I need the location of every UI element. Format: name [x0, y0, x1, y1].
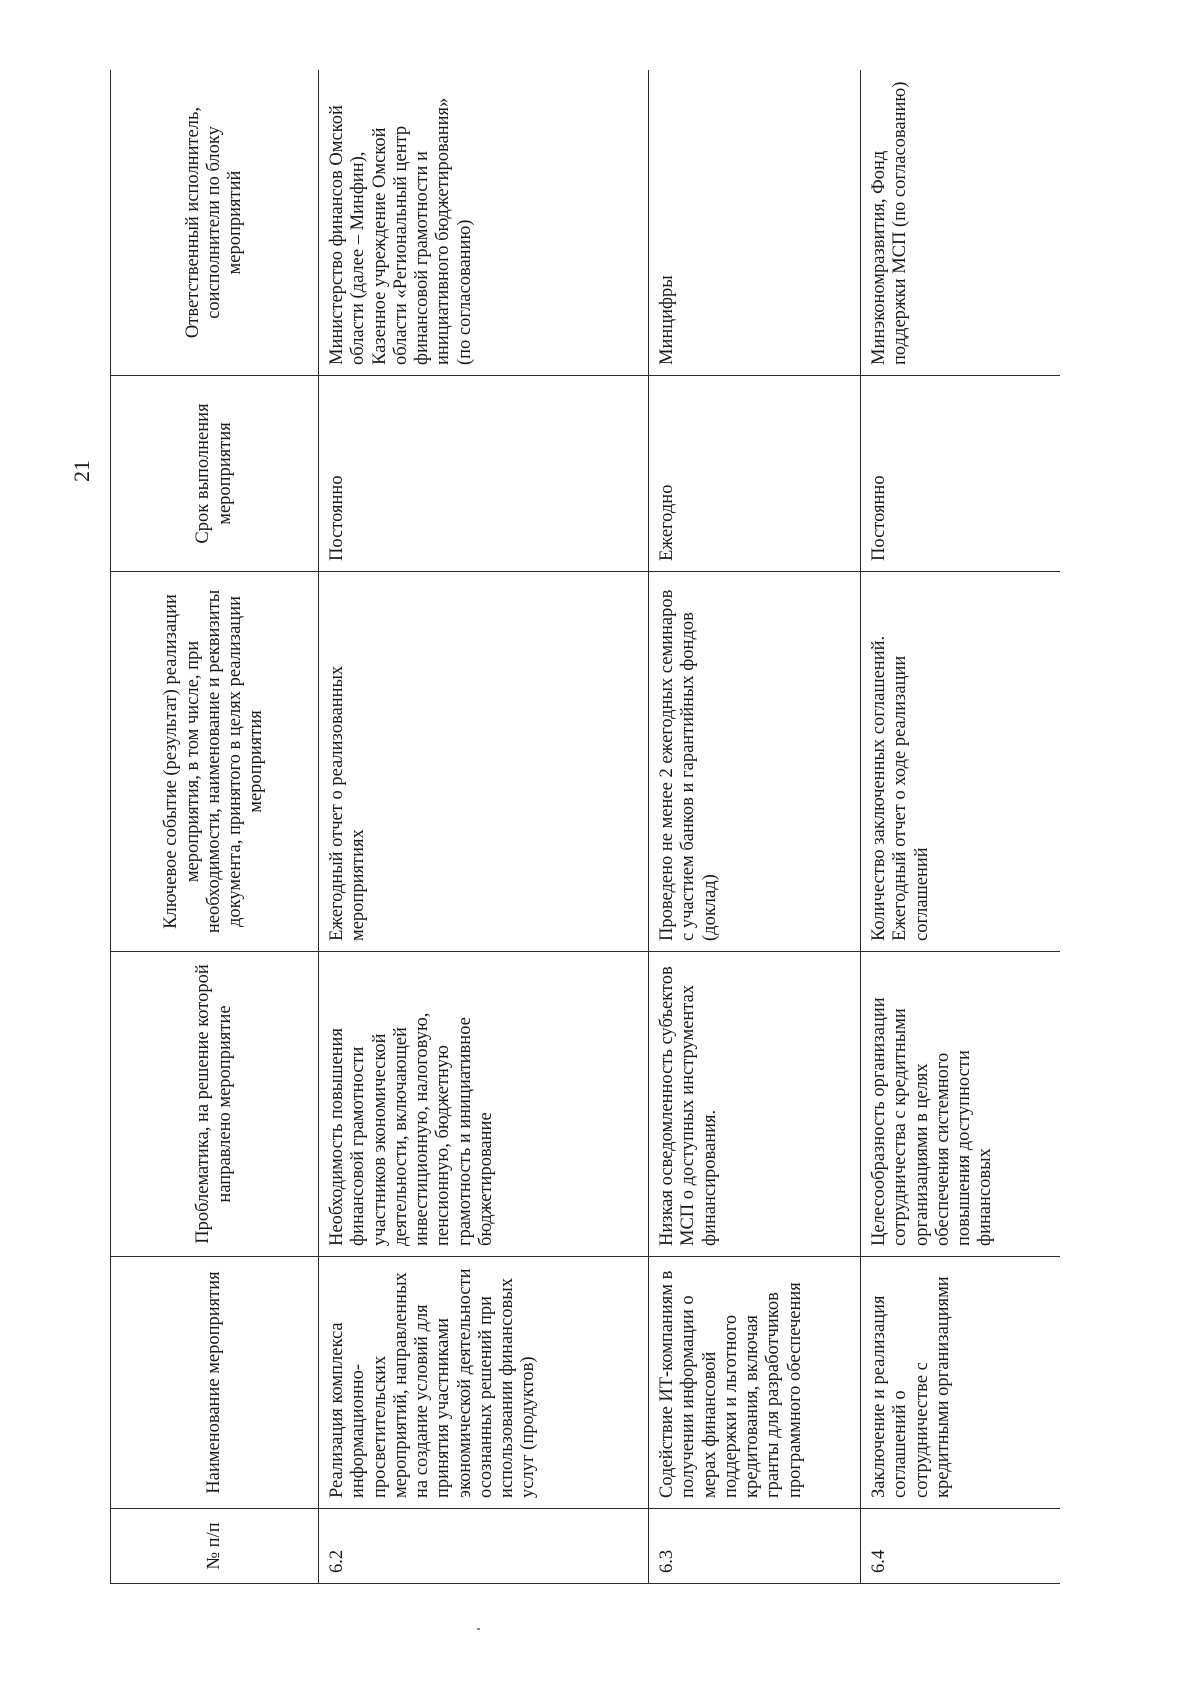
cell-term: Ежегодно	[649, 376, 861, 572]
page-number: 21	[69, 460, 94, 482]
cell-name: Содействие ИТ-компаниям в получении информации о мерах финансовой поддержки и льготного кредитования, включая гранты для разработчиков программного обеспечения	[649, 1257, 861, 1509]
cell-term: Постоянно	[319, 376, 649, 572]
header-name: Наименование мероприятия	[111, 1257, 319, 1509]
cell-responsible: Минэкономразвития, Фонд поддержки МСП (по согласованию)	[861, 70, 1061, 376]
cell-problem: Низкая осведомленность субъектов МСП о доступных инструментах финансирования.	[649, 952, 861, 1257]
cell-name: Заключение и реализация соглашений о сотрудничестве с кредитными организациями	[861, 1257, 1061, 1509]
cell-name: Реализация комплекса информационно-просветительских мероприятий, направленных на создание условий для принятия участниками экономической деятельности осознанных решений при использовании финансовых услуг (продуктов)	[319, 1257, 649, 1509]
rotated-table-container	[110, 70, 1060, 1584]
header-problem: Проблематика, на решение которой направлено мероприятие	[111, 952, 319, 1257]
cell-problem: Целесообразность организации сотрудничества с кредитными организациями в целях обеспечения системного повышения доступности финансовых	[861, 952, 1061, 1257]
cell-num: 6.4	[861, 1509, 1061, 1584]
scan-speck	[477, 1628, 480, 1630]
cell-problem: Необходимость повышения финансовой грамотности участников экономической деятельности, включающей инвестиционную, налоговую, пенсионную, бюджетную грамотность и инициативное бюджетирование	[319, 952, 649, 1257]
cell-responsible: Министерство финансов Омской области (далее – Минфин), Казенное учреждение Омской области «Региональный центр финансовой грамотности и инициативного бюджетирования» (по согласованию)	[319, 70, 649, 376]
cell-num: 6.2	[319, 1509, 649, 1584]
table-row	[319, 70, 649, 1584]
action-plan-table	[110, 70, 1060, 1584]
header-event: Ключевое событие (результат) реализации мероприятия, в том числе, при необходимости, наименование и реквизиты документа, принятого в целях реализации мероприятия	[111, 572, 319, 952]
table-row	[649, 70, 861, 1584]
table-area	[110, 70, 1060, 1584]
table-header-row	[111, 70, 319, 1584]
header-num: № п/п	[111, 1509, 319, 1584]
table-row	[861, 70, 1061, 1584]
header-responsible: Ответственный исполнитель, соисполнители по блоку мероприятий	[111, 70, 319, 376]
cell-event: Количество заключенных соглашений. Ежегодный отчет о ходе реализации соглашений	[861, 572, 1061, 952]
cell-responsible: Минцифры	[649, 70, 861, 376]
cell-event: Ежегодный отчет о реализованных мероприятиях	[319, 572, 649, 952]
cell-num: 6.3	[649, 1509, 861, 1584]
cell-event: Проведено не менее 2 ежегодных семинаров с участием банков и гарантийных фондов (доклад)	[649, 572, 861, 952]
header-term: Срок выполнения мероприятия	[111, 376, 319, 572]
cell-term: Постоянно	[861, 376, 1061, 572]
